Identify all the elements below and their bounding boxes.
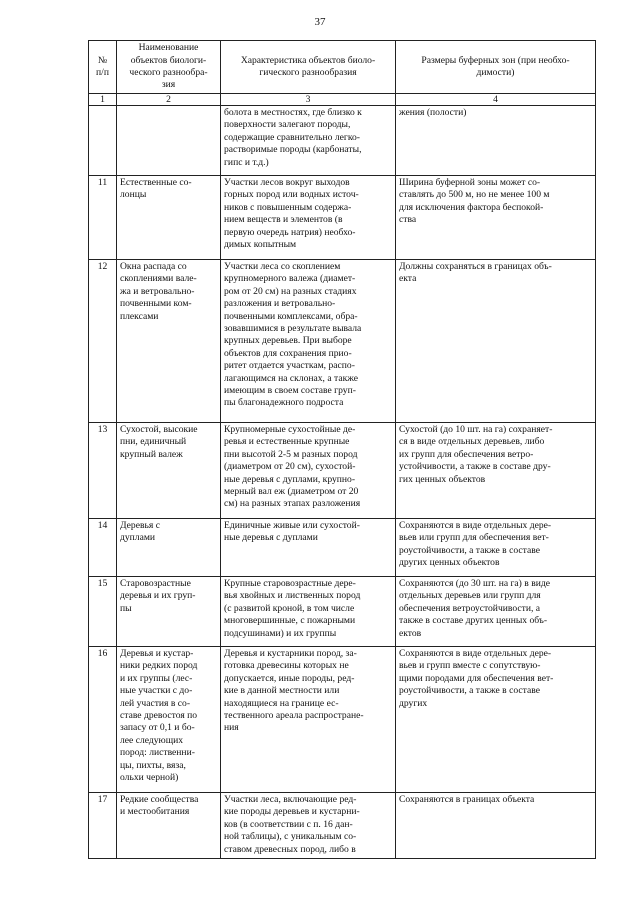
table-row [89,423,596,519]
row-num [89,106,117,176]
table-row [89,647,596,793]
row-buffer: Сохраняются (до 30 шт. на га) в виде отдельных деревьев или групп для обеспечения ветроустойчивости, а также в составе других ценных объ- ектов [396,577,596,647]
row-name: Деревья и кустар- ники редких пород и их группы (лес- ные участки с до- лей участия в со- ставе древостоя по запасу от 0,1 и бо- лее следующих пород: лиственни- цы, пихты, вяза, ольхи черной) [117,647,221,793]
row-characteristic: Крупномерные сухостойные де- ревья и естественные крупные пни высотой 2-5 м разных пород (диаметром от 20 см), сухостой- ные деревья с дуплами, крупно- мерный вал еж (диаметром от 20 см) на разных этапах разложения [221,423,396,519]
row-num: 13 [89,423,117,519]
row-name: Естественные со- лонцы [117,176,221,260]
table-row [89,176,596,260]
row-num: 17 [89,793,117,859]
row-buffer: Сохраняются в виде отдельных дере- вьев и групп вместе с сопутствую- щими породами для обеспечения вет- роустойчивости, а также в составе других [396,647,596,793]
row-num: 11 [89,176,117,260]
row-characteristic: Единичные живые или сухостой- ные деревья с дуплами [221,519,396,577]
header-characteristic: Характеристика объектов биоло- гического разнообразия [221,41,396,94]
table-row [89,106,596,176]
row-characteristic: Участки леса со скоплением крупномерного валежа (диамет- ром от 20 см) на разных стадиях разложения и ветровально- почвенными комплексами, обра- зовавшимися в результате вывала крупных деревьев. При выборе объектов для сохранения прио- ритет отдается участкам, распо- лагающимся на склонах, а также имеющим в своем составе груп- пы благонадежного подроста [221,260,396,423]
row-num: 14 [89,519,117,577]
row-characteristic: болота в местностях, где близко к поверхности залегают породы, содержащие сравнительно легко- растворимые породы (карбонаты, гипс и т.д.) [221,106,396,176]
row-characteristic: Участки леса, включающие ред- кие породы деревьев и кустарни- ков (в соответствии с п. 16 дан- ной таблицы), с уникальным со- ставом древесных пород, либо в [221,793,396,859]
row-num: 16 [89,647,117,793]
row-name: Окна распада со скоплениями вале- жа и ветровально- почвенными ком- плексами [117,260,221,423]
column-number-row [89,94,596,106]
row-characteristic: Деревья и кустарники пород, за- готовка древесины которых не допускается, иные породы, ред- кие в данной местности или находящиеся на границе ес- тественного ареала распростране- ния [221,647,396,793]
row-characteristic: Крупные старовозрастные дере- вья хвойных и лиственных пород (с развитой кроной, в том числе многовершинные, с пожарными подсушинами) и их группы [221,577,396,647]
column-number: 2 [117,94,221,106]
row-name: Старовозрастные деревья и их груп- пы [117,577,221,647]
table-header-row [89,41,596,94]
row-name: Редкие сообщества и местообитания [117,793,221,859]
column-number: 3 [221,94,396,106]
column-number: 4 [396,94,596,106]
table-row [89,260,596,423]
page-number: 37 [314,16,326,28]
table-row [89,793,596,859]
row-buffer: Сохраняются в границах объекта [396,793,596,859]
table-row [89,577,596,647]
row-num: 15 [89,577,117,647]
row-buffer: Сохраняются в виде отдельных дере- вьев или групп для обеспечения вет- роустойчивости, а также в составе других ценных объектов [396,519,596,577]
row-name [117,106,221,176]
row-name: Деревья с дуплами [117,519,221,577]
row-buffer: жения (полости) [396,106,596,176]
biodiversity-objects-table [88,40,596,859]
header-buffer: Размеры буферных зон (при необхо- димости) [396,41,596,94]
header-name: Наименование объектов биологи- ческого разнообра- зия [117,41,221,94]
row-buffer: Сухостой (до 10 шт. на га) сохраняет- ся в виде отдельных деревьев, либо их групп для обеспечения ветро- устойчивости, а также в составе дру- гих ценных объектов [396,423,596,519]
header-num: № п/п [89,41,117,94]
row-buffer: Должны сохраняться в границах объ- екта [396,260,596,423]
column-number: 1 [89,94,117,106]
row-buffer: Ширина буферной зоны может со- ставлять до 500 м, но не менее 100 м для исключения фактора беспокой- ства [396,176,596,260]
row-characteristic: Участки лесов вокруг выходов горных пород или водных источ- ников с повышенным содержа- нием веществ и элементов (в первую очередь натрия) необхо- димых копытным [221,176,396,260]
row-num: 12 [89,260,117,423]
table-row [89,519,596,577]
row-name: Сухостой, высокие пни, единичный крупный валеж [117,423,221,519]
